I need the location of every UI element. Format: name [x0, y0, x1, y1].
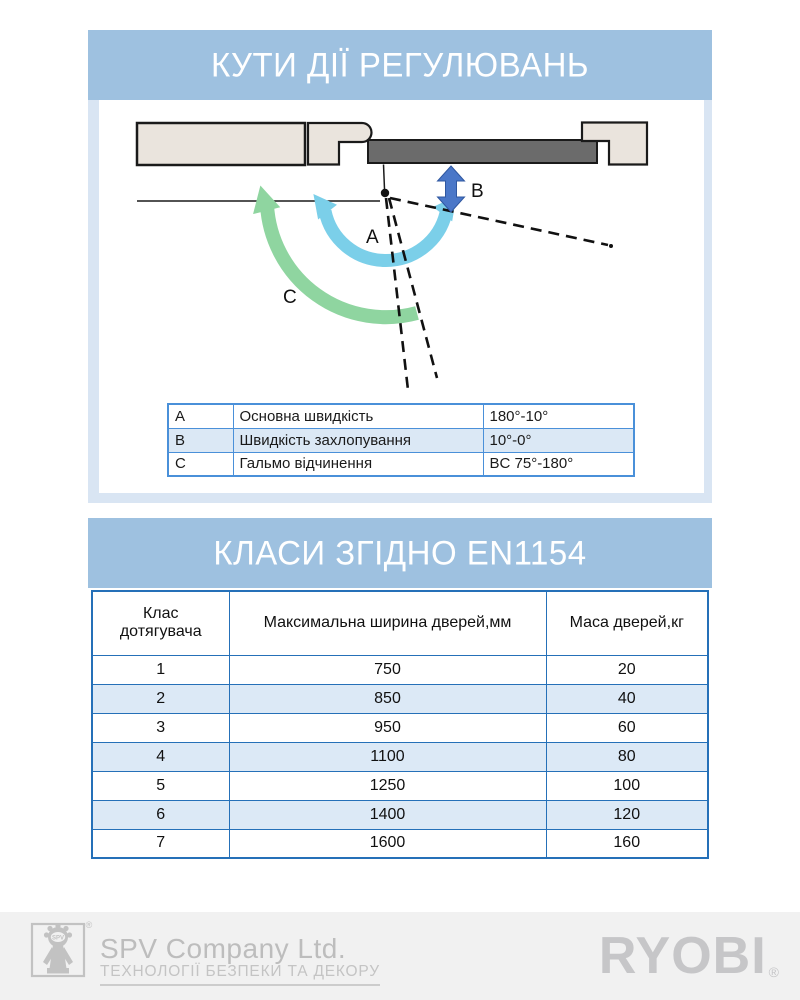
cell-mass: 40 [546, 684, 708, 713]
cell-class: 7 [92, 829, 229, 858]
spv-registered-mark: ® [85, 920, 93, 930]
dashed-door-positions [386, 198, 608, 390]
cell-mass: 120 [546, 800, 708, 829]
angle-table-row [168, 404, 634, 428]
angle-key: A [168, 404, 233, 428]
angle-table-row [168, 452, 634, 476]
cell-width: 750 [229, 655, 546, 684]
diagram-label-c: C [283, 287, 297, 308]
ryobi-registered-mark: ® [768, 964, 780, 980]
class-table-row [92, 713, 708, 742]
angle-key: C [168, 452, 233, 476]
cell-width: 850 [229, 684, 546, 713]
spv-company-block [100, 934, 380, 986]
spv-tagline: ТЕХНОЛОГІЇ БЕЗПЕКИ ТА ДЕКОРУ [100, 963, 380, 986]
footer [0, 912, 800, 1000]
angle-key: B [168, 428, 233, 452]
pivot-stem-line [384, 165, 385, 190]
col-header-width: Максимальна ширина дверей,мм [229, 591, 546, 655]
class-table-row [92, 771, 708, 800]
class-table-row [92, 829, 708, 858]
section2-header-band [88, 518, 712, 588]
cell-class: 4 [92, 742, 229, 771]
diagram-label-b: B [471, 181, 484, 202]
angle-name: Основна швидкість [233, 404, 483, 428]
angle-value: BC 75°-180° [483, 452, 634, 476]
cell-mass: 100 [546, 771, 708, 800]
class-table-row [92, 655, 708, 684]
angle-table-row [168, 428, 634, 452]
class-table-row [92, 800, 708, 829]
diagram-label-a: A [366, 227, 379, 248]
cell-mass: 80 [546, 742, 708, 771]
angle-value: 180°-10° [483, 404, 634, 428]
cell-width: 1100 [229, 742, 546, 771]
ryobi-logo [599, 926, 778, 986]
arc-c-arrowhead [247, 182, 280, 214]
section1-title: КУТИ ДІЇ РЕГУЛЮВАНЬ [210, 45, 590, 84]
cell-mass: 160 [546, 829, 708, 858]
cell-class: 5 [92, 771, 229, 800]
spv-logo-icon [30, 918, 96, 982]
angle-value: 10°-0° [483, 428, 634, 452]
cell-mass: 20 [546, 655, 708, 684]
class-table-row [92, 742, 708, 771]
dashed-line-end-dot [609, 244, 613, 248]
section2-title: КЛАСИ ЗГІДНО EN1154 [213, 533, 587, 572]
cell-class: 1 [92, 655, 229, 684]
door-closer-body [368, 140, 597, 163]
angle-table [167, 403, 635, 477]
spv-company-name: SPV Company Ltd. [100, 933, 347, 964]
cell-class: 2 [92, 684, 229, 713]
cell-width: 1600 [229, 829, 546, 858]
class-table-row [92, 684, 708, 713]
cell-width: 1400 [229, 800, 546, 829]
cell-class: 6 [92, 800, 229, 829]
ryobi-logo-text: RYOBI [598, 927, 767, 985]
spv-logo-text: SPV [51, 935, 65, 942]
cell-width: 950 [229, 713, 546, 742]
angle-name: Швидкість захлопування [233, 428, 483, 452]
angle-name: Гальмо відчинення [233, 452, 483, 476]
cell-width: 1250 [229, 771, 546, 800]
door-closer-angle-diagram [88, 100, 712, 403]
arc-a [325, 211, 446, 260]
class-table [91, 590, 709, 859]
section1-header-band [88, 30, 712, 100]
cell-class: 3 [92, 713, 229, 742]
pivot-dot [381, 189, 389, 197]
col-header-mass: Маса дверей,кг [546, 591, 708, 655]
cell-mass: 60 [546, 713, 708, 742]
class-table-header-row [92, 591, 708, 655]
door-frame-middle [308, 123, 372, 165]
col-header-class: Клас дотягувача [92, 591, 229, 655]
wall-left [137, 123, 305, 165]
